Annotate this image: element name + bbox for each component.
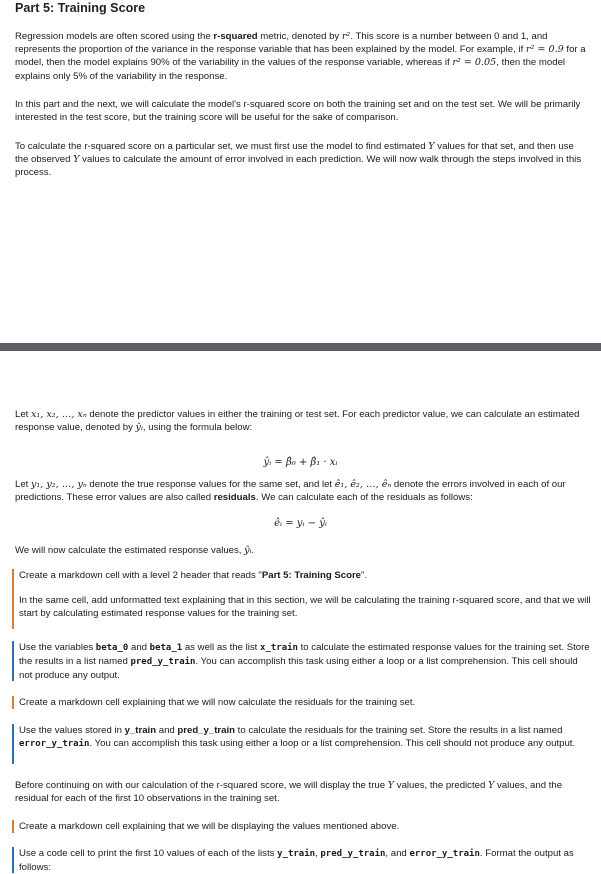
task-display-markdown: Create a markdown cell explaining that we will be displaying the values mentioned above. [12,820,593,833]
section-title: Part 5: Training Score [15,1,146,15]
display-intro: Before continuing on with our calculation of the r-squared score, we will display the true Y values, the predicted Y values, and the residual for each of the first 10 observations in the training set. [15,780,563,805]
residual-formula: êᵢ = yᵢ − ŷᵢ [274,518,327,529]
residual-paragraph: Let y₁, y₂, …, yₙ denote the true response values for the same set, and let ê₁, ê₂, …, êₙ denote the errors involved in each of our predictions. These error values are also called residuals. We can calculate each of the residuals as follows: [15,479,566,504]
intro-paragraph: Regression models are often scored using the r-squared metric, denoted by r². This score is a number between 0 and 1, and represents the proportion of the variance in the response variable that has been explained by the model. For example, if r² = 0.9 for a model, then the model explains 90% of the variability in the values of the response variable, whereas if r² = 0.05, then the model explains only 5% of the variability in the response. [15,31,586,82]
prediction-formula: ŷᵢ = β̂₀ + β̂₁ · xᵢ [263,457,338,468]
estimate-intro: We will now calculate the estimated response values, ŷᵢ. [15,545,255,556]
task-residual-markdown: Create a markdown cell explaining that we will now calculate the residuals for the training set. [12,696,593,709]
task-markdown-header: Create a markdown cell with a level 2 header that reads "Part 5: Training Score". In the same cell, add unformatted text explaining that in this section, we will be calculating the training r-squared score, and that we will start by calculating estimated response values for the training set. [12,569,593,629]
page-1 [0,0,601,345]
page-separator [0,343,601,351]
process-paragraph: To calculate the r-squared score on a particular set, we must first use the model to find estimated Y values for that set, and then use the observed Y values to calculate the amount of error involved in each prediction. We will now walk through the steps involved in this process. [15,141,582,179]
page-2 [0,351,601,873]
task-markdown-text: In the same cell, add unformatted text explaining that in this section, we will be calculating the training r-squared score, and that we will start by calculating estimated response values for the training set. [19,595,591,620]
task-print-values: Use a code cell to print the first 10 values of each of the lists y_train, pred_y_train, and error_y_train. Format the output as follows: [12,847,593,873]
task-residuals: Use the values stored in y_train and pred_y_train to calculate the residuals for the training set. Store the results in a list named error_y_train. You can accomplish this task using either a loop or a list comprehension. This cell should not produce any output. [12,724,593,764]
task-predictions: Use the variables beta_0 and beta_1 as well as the list x_train to calculate the estimated response values for the training set. Store the results in a list named pred_y_train. You can accomplish this task using either a loop or a list comprehension. This cell should not produce any output. [12,641,593,681]
plan-paragraph: In this part and the next, we will calculate the model's r-squared score on both the training set and on the test set. We will be primarily interested in the test score, but the training score will be useful for the sake of comparison. [15,99,581,124]
predictor-paragraph: Let x₁, x₂, …, xₙ denote the predictor values in either the training or test set. For each predictor value, we can calculate an estimated response value, denoted by ŷᵢ, using the formula below: [15,409,580,434]
